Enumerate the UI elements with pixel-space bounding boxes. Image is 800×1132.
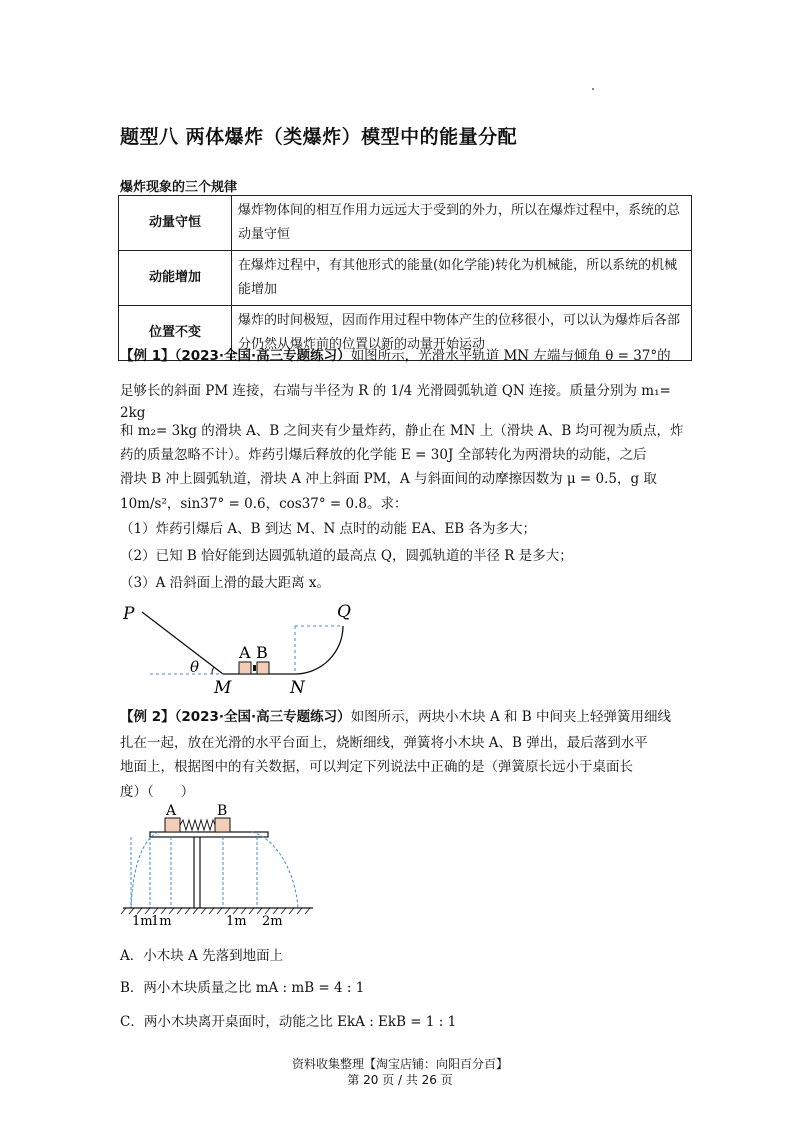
label-n: N — [290, 678, 305, 698]
example2-line2: 扎在一起，放在光滑的水平台面上，烧断细线，弹簧将小木块 A、B 弹出，最后落到水平 — [120, 735, 648, 751]
angle-arc — [212, 667, 214, 674]
block-a — [239, 662, 251, 674]
table-figure — [118, 800, 318, 932]
example1-line3: 和 m₂= 3kg 的滑块 A、B 之间夹有少量炸药，静止在 MN 上（滑块 A、B 均可视为质点，炸 — [120, 423, 684, 439]
example2-line4: 度）（ ） — [120, 784, 195, 800]
rule-desc: 在爆炸过程中，有其他形式的能量(如化学能)转化为机械能，所以系统的机械能增加 — [232, 251, 692, 306]
example1-question3: （3）A 沿斜面上滑的最大距离 x。 — [120, 575, 331, 591]
example2-label: 【例 2】（2023·全国·高三专题练习） — [120, 709, 351, 725]
block-a — [165, 818, 180, 832]
rule-key: 动量守恒 — [119, 196, 232, 251]
rule-key: 位置不变 — [119, 306, 232, 361]
example1-question1: （1）炸药引爆后 A、B 到达 M、N 点时的动能 EA、EB 各为多大； — [120, 521, 537, 537]
rules-table — [118, 195, 692, 361]
rule-desc: 爆炸的时间极短，因而作用过程中物体产生的位移很小，可以认为爆炸后各部分仍然从爆炸前的位置以新的动量开始运动 — [232, 306, 692, 361]
table-top — [150, 832, 268, 837]
trajectory-a — [131, 832, 158, 908]
distance-label-4: 2m — [262, 914, 283, 929]
label-m: M — [214, 678, 232, 698]
label-theta: θ — [190, 658, 200, 676]
example1-line4: 药的质量忽略不计）。炸药引爆后释放的化学能 E = 30J 全部转化为两滑块的动能，之后 — [120, 447, 647, 463]
footer-source: 资料收集整理【淘宝店铺：向阳百分百】 — [291, 1057, 508, 1071]
label-q: Q — [337, 602, 351, 622]
table-caption: 爆炸现象的三个规律 — [120, 180, 238, 195]
arc-track — [295, 626, 343, 674]
trajectory-b — [252, 832, 298, 908]
stray-dot — [592, 88, 594, 90]
track-figure — [115, 595, 375, 700]
example2-line1: 【例 2】（2023·全国·高三专题练习）如图所示，两块小木块 A 和 B 中间夹上轻弹簧用细线 — [120, 709, 672, 725]
incline-line — [142, 612, 223, 674]
block-b — [257, 662, 269, 674]
example1-line2: 足够长的斜面 PM 连接，右端与半径为 R 的 1/4 光滑圆弧轨道 QN 连接。质量分别为 m₁= 2kg — [120, 383, 671, 421]
distance-label-2: 1m — [151, 914, 172, 929]
example2-line3: 地面上，根据图中的有关数据，可以判定下列说法中正确的是（弹簧原长远小于桌面长 — [120, 759, 633, 775]
label-b: B — [217, 803, 228, 819]
example1-label: 【例 1】（2023·全国·高三专题练习） — [120, 348, 351, 364]
spring — [180, 820, 215, 830]
example1-line5: 滑块 B 冲上圆弧轨道，滑块 A 冲上斜面 PM，A 与斜面间的动摩擦因数为 μ = 0.5，g 取 — [120, 471, 657, 487]
table-row — [119, 196, 692, 251]
option-c: C．两小木块离开桌面时，动能之比 EkA : EkB = 1 : 1 — [120, 1014, 457, 1030]
page-number: 第 20 页 / 共 26 页 — [347, 1073, 453, 1087]
example1-question2: （2）已知 B 恰好能到达圆弧轨道的最高点 Q，圆弧轨道的半径 R 是多大； — [120, 548, 573, 564]
rule-desc: 爆炸物体间的相互作用力远远大于受到的外力，所以在爆炸过程中，系统的总动量守恒 — [232, 196, 692, 251]
distance-label-1: 1m — [132, 914, 153, 929]
label-p: P — [123, 604, 135, 624]
section-title: 题型八 两体爆炸（类爆炸）模型中的能量分配 — [120, 126, 518, 148]
label-a: A — [166, 803, 177, 819]
distance-label-3: 1m — [226, 914, 247, 929]
label-a: A — [239, 643, 251, 662]
option-a: A．小木块 A 先落到地面上 — [120, 948, 284, 964]
block-b — [215, 818, 230, 832]
option-b: B．两小木块质量之比 mA : mB = 4 : 1 — [120, 980, 365, 996]
explosive — [253, 665, 256, 671]
example1-line6: 10m/s²，sin37° = 0.6，cos37° = 0.8。求： — [120, 496, 408, 512]
rule-key: 动能增加 — [119, 251, 232, 306]
label-b: B — [256, 643, 268, 662]
example1-line1: 【例 1】（2023·全国·高三专题练习）如图所示，光滑水平轨道 MN 左端与倾角 θ = 37°的 — [120, 348, 671, 364]
table-row — [119, 251, 692, 306]
